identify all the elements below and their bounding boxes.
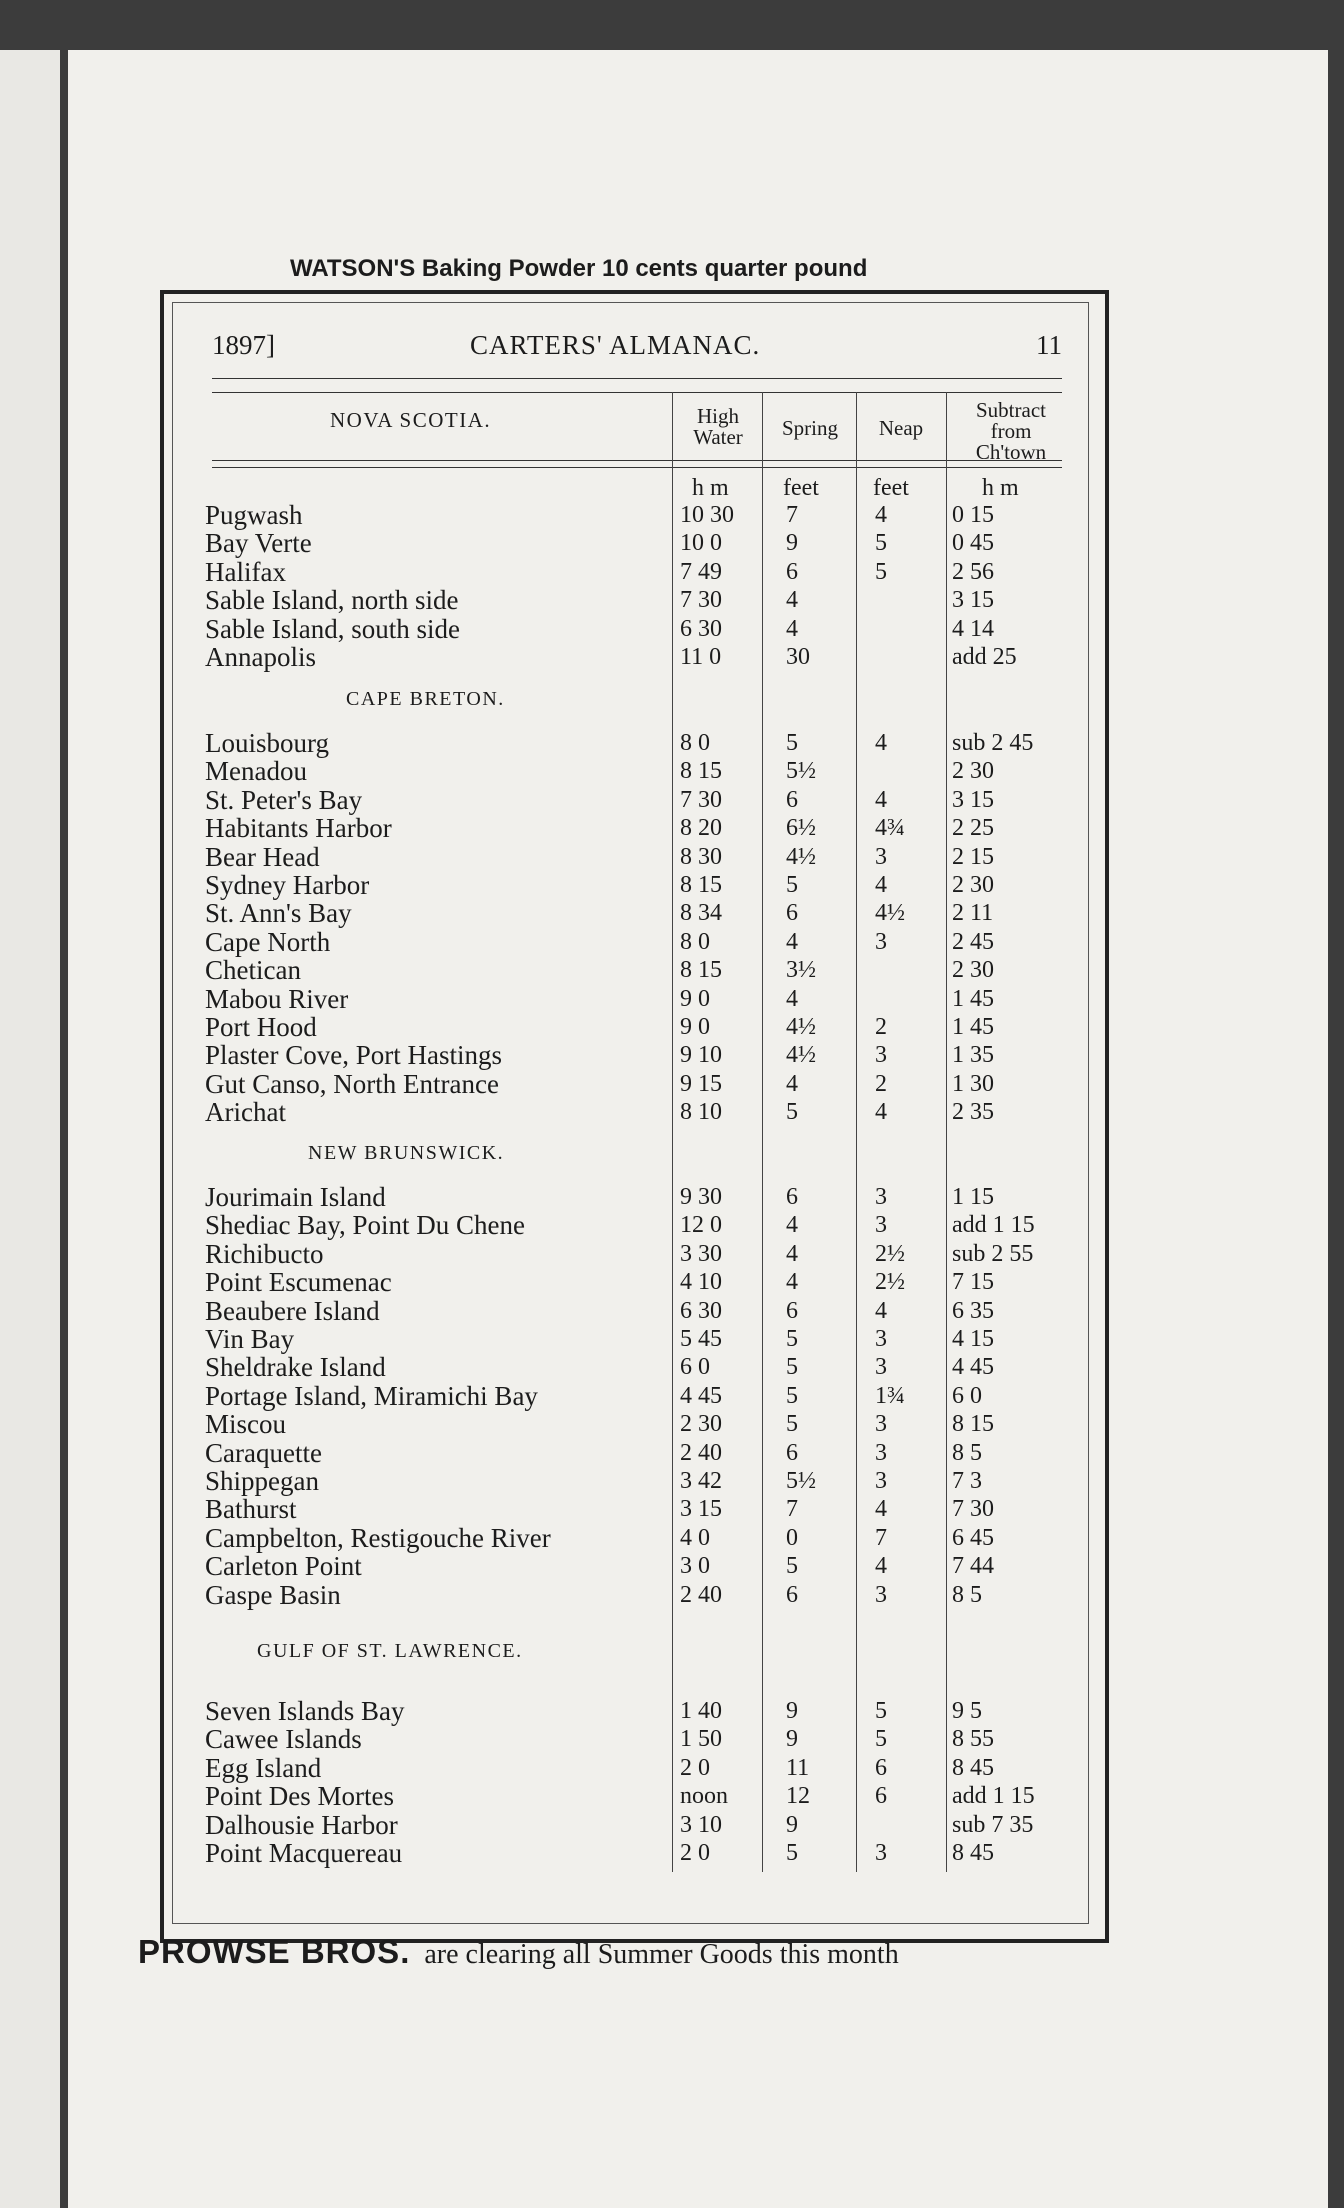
neap-rise: 5 (875, 1726, 887, 1753)
subtract-time: 3 15 (952, 786, 994, 813)
spring-rise: 4 (786, 615, 798, 642)
subtract-time: 2 45 (952, 928, 994, 955)
spring-rise: 5½ (786, 758, 816, 785)
subtract-time: 8 5 (952, 1439, 982, 1466)
high-water-time: 2 40 (680, 1439, 722, 1466)
spring-rise: 6½ (786, 815, 816, 842)
high-water-time: 7 30 (680, 786, 722, 813)
head-rule-thin (212, 392, 1062, 393)
high-water-time: 9 10 (680, 1042, 722, 1069)
subtract-time: 8 45 (952, 1754, 994, 1781)
subtract-time: 1 45 (952, 1014, 994, 1040)
neap-rise: 4 (875, 872, 887, 898)
place-name: Louisbourg (205, 728, 330, 758)
place-name: Jourimain Island (205, 1182, 386, 1212)
neap-rise: 4½ (875, 900, 905, 927)
neap-rise: 3 (875, 1581, 887, 1608)
spring-rise: 5 (786, 872, 798, 898)
region-heading: GULF OF ST. LAWRENCE. (257, 1640, 523, 1662)
subtract-time: 0 45 (952, 530, 994, 557)
high-water-time: 3 30 (680, 1240, 722, 1267)
neap-rise: 3 (875, 1042, 887, 1069)
neap-rise: 3 (875, 1326, 887, 1352)
high-water-time: 9 0 (680, 1014, 710, 1040)
subtract-time: sub 7 35 (952, 1811, 1034, 1838)
spring-rise: 3½ (786, 957, 816, 984)
neap-rise: 4 (875, 502, 887, 528)
place-name: Annapolis (205, 642, 316, 672)
subtract-time: 7 15 (952, 1269, 994, 1296)
place-name: Egg Island (205, 1752, 322, 1783)
place-name: Port Hood (205, 1012, 317, 1042)
high-water-time: 9 15 (680, 1070, 722, 1097)
place-name: Cape North (205, 926, 331, 957)
spring-rise: 6 (786, 786, 798, 813)
place-name: Point Macquereau (205, 1838, 403, 1868)
head-rule (212, 378, 1062, 379)
high-water-time: 6 30 (680, 1297, 722, 1324)
high-water-time: 8 34 (680, 900, 722, 927)
neap-rise: 3 (875, 928, 887, 955)
high-water-time: 8 10 (680, 1099, 722, 1126)
subtract-time: 2 56 (952, 558, 994, 585)
region-heading: NEW BRUNSWICK. (308, 1142, 505, 1164)
place-name: Vin Bay (205, 1324, 295, 1354)
spring-rise: 30 (786, 644, 810, 670)
high-water-time: 4 10 (680, 1269, 722, 1296)
spring-rise: 6 (786, 1439, 798, 1466)
spring-rise: 6 (786, 1297, 798, 1324)
subtract-time: 3 15 (952, 587, 994, 614)
place-name: Carleton Point (205, 1551, 362, 1582)
neap-rise: 5 (875, 530, 887, 557)
subtract-time: add 25 (952, 644, 1017, 670)
place-name: Menadou (205, 756, 307, 787)
subtract-time: 1 45 (952, 985, 994, 1012)
high-water-time: 8 20 (680, 815, 722, 842)
place-name: Gaspe Basin (205, 1579, 341, 1610)
neap-rise: 3 (875, 1212, 887, 1239)
subtract-time: 7 3 (952, 1468, 982, 1494)
subtract-time: 2 30 (952, 758, 994, 785)
place-name: Point Escumenac (205, 1267, 392, 1298)
neap-rise: 5 (875, 558, 887, 585)
spring-rise: 6 (786, 558, 798, 585)
subtract-time: sub 2 55 (952, 1240, 1034, 1267)
place-name: Chetican (205, 955, 301, 986)
subtract-time: 4 14 (952, 615, 994, 642)
region-heading: CAPE BRETON. (346, 688, 505, 710)
place-name: Gut Canso, North Entrance (205, 1068, 499, 1099)
place-name: Arichat (205, 1097, 286, 1128)
spring-rise: 5 (786, 1840, 798, 1866)
subtract-time: 2 35 (952, 1099, 994, 1126)
place-name: Point Des Mortes (205, 1781, 394, 1812)
subtract-time: 1 30 (952, 1070, 994, 1097)
spring-rise: 5 (786, 730, 798, 756)
high-water-time: 9 30 (680, 1184, 722, 1210)
high-water-time: 7 30 (680, 587, 722, 614)
subtract-time: 8 45 (952, 1840, 994, 1866)
place-name: Shediac Bay, Point Du Chene (205, 1210, 525, 1241)
spring-rise: 4 (786, 1212, 798, 1239)
spring-rise: 4½ (786, 1014, 816, 1040)
high-water-time: 8 15 (680, 957, 722, 984)
subtract-time: 8 5 (952, 1581, 982, 1608)
place-name: Caraquette (205, 1437, 322, 1468)
subtract-time: 2 15 (952, 843, 994, 870)
high-water-time: 2 0 (680, 1754, 710, 1781)
spring-rise: 7 (786, 1496, 798, 1523)
subtract-time: 0 15 (952, 502, 994, 528)
spring-rise: 4 (786, 1070, 798, 1097)
region-heading: NOVA SCOTIA. (330, 408, 492, 432)
neap-rise: 3 (875, 1439, 887, 1466)
page-number: 11 (1036, 330, 1062, 360)
high-water-time: 2 0 (680, 1840, 710, 1866)
subtract-time: 1 15 (952, 1184, 994, 1210)
neap-rise: 4 (875, 1553, 887, 1580)
neap-rise: 3 (875, 1354, 887, 1381)
high-water-time: 2 30 (680, 1411, 722, 1438)
unit-neap: feet (873, 475, 909, 501)
high-water-time: 8 0 (680, 730, 710, 756)
running-head-title: CARTERS' ALMANAC. (470, 330, 761, 360)
high-water-time: 3 42 (680, 1468, 722, 1494)
high-water-time: 3 10 (680, 1811, 722, 1838)
running-head-year: 1897] (212, 330, 275, 360)
spring-rise: 0 (786, 1524, 798, 1551)
subtract-time: add 1 15 (952, 1783, 1035, 1810)
place-name: St. Ann's Bay (205, 898, 352, 929)
place-name: Beaubere Island (205, 1295, 380, 1326)
neap-header: Neap (878, 416, 924, 440)
subtract-time: 4 45 (952, 1354, 994, 1381)
spring-rise: 4 (786, 985, 798, 1012)
spring-rise: 5½ (786, 1468, 816, 1494)
neap-rise: 6 (875, 1783, 887, 1810)
spring-rise: 5 (786, 1099, 798, 1126)
neap-rise: 4 (875, 730, 887, 756)
high-water-time: 8 0 (680, 928, 710, 955)
spring-rise: 6 (786, 1581, 798, 1608)
neap-rise: 4 (875, 1297, 887, 1324)
header-advertisement: WATSON'S Baking Powder 10 cents quarter pound (290, 255, 868, 282)
high-water-header: High Water (693, 404, 743, 449)
column-divider-subtract (946, 392, 947, 1872)
high-water-time: 6 0 (680, 1354, 710, 1381)
high-water-time: 8 30 (680, 843, 722, 870)
high-water-time: 8 15 (680, 758, 722, 785)
spring-rise: 6 (786, 1184, 798, 1210)
neap-rise: 3 (875, 1184, 887, 1210)
neap-rise: 4¾ (875, 815, 905, 842)
unit-high-water: h m (692, 475, 729, 501)
subtract-time: 6 0 (952, 1382, 982, 1409)
subtract-header: Subtract from Ch'town (975, 398, 1047, 464)
spring-rise: 5 (786, 1326, 798, 1352)
place-name: Sable Island, north side (205, 585, 459, 616)
place-name: Sable Island, south side (205, 613, 460, 644)
subtract-time: 4 15 (952, 1326, 994, 1352)
subtract-time: 6 45 (952, 1524, 994, 1551)
high-water-time: 9 0 (680, 985, 710, 1012)
neap-rise: 2½ (875, 1269, 905, 1296)
neap-rise: 6 (875, 1754, 887, 1781)
high-water-time: 10 0 (680, 530, 722, 557)
place-name: Dalhousie Harbor (205, 1809, 398, 1840)
place-name: Mabou River (205, 983, 349, 1014)
column-divider-neap (856, 392, 857, 1872)
footer-advertisement (138, 1933, 899, 1971)
place-name: Cawee Islands (205, 1724, 362, 1755)
spring-rise: 9 (786, 1811, 798, 1838)
column-divider-high-water (672, 392, 673, 1872)
facing-page-edge (0, 50, 60, 2208)
subtract-time: 8 55 (952, 1726, 994, 1753)
spring-rise: 6 (786, 900, 798, 927)
spring-rise: 4½ (786, 843, 816, 870)
place-name: Sydney Harbor (205, 870, 370, 900)
neap-rise: 7 (875, 1524, 887, 1551)
spring-rise: 9 (786, 1698, 798, 1724)
spring-rise: 4 (786, 1240, 798, 1267)
high-water-time: 6 30 (680, 615, 722, 642)
high-water-time: 8 15 (680, 872, 722, 898)
spring-rise: 4 (786, 1269, 798, 1296)
high-water-time: 7 49 (680, 558, 722, 585)
column-divider-spring (762, 392, 763, 1872)
neap-rise: 3 (875, 1840, 887, 1866)
spring-rise: 11 (786, 1754, 810, 1781)
neap-rise: 3 (875, 1411, 887, 1438)
subtract-time: 9 5 (952, 1698, 982, 1724)
spring-rise: 4½ (786, 1042, 816, 1069)
spring-rise: 7 (786, 502, 798, 528)
spring-rise: 5 (786, 1354, 798, 1381)
subtract-time: add 1 15 (952, 1212, 1035, 1239)
place-name: Seven Islands Bay (205, 1696, 405, 1726)
high-water-time: 1 50 (680, 1726, 722, 1753)
column-head-rule (212, 460, 1062, 461)
high-water-time: noon (680, 1783, 728, 1810)
neap-rise: 2 (875, 1070, 887, 1097)
neap-rise: 4 (875, 1496, 887, 1523)
spring-header: Spring (781, 416, 838, 440)
place-name: Miscou (205, 1409, 286, 1440)
high-water-time: 10 30 (680, 502, 734, 528)
place-name: Richibucto (205, 1238, 324, 1269)
subtract-time: 2 25 (952, 815, 994, 842)
spring-rise: 5 (786, 1411, 798, 1438)
place-name: Pugwash (205, 500, 303, 530)
subtract-time: 2 11 (952, 900, 994, 927)
high-water-time: 3 0 (680, 1553, 710, 1580)
place-name: Shippegan (205, 1466, 319, 1496)
footer-brand: PROWSE BROS. (138, 1933, 411, 1970)
neap-rise: 3 (875, 843, 887, 870)
neap-rise: 1¾ (875, 1382, 905, 1409)
place-name: Portage Island, Miramichi Bay (205, 1380, 538, 1411)
subtract-time: 7 44 (952, 1553, 994, 1580)
footer-text: are clearing all Summer Goods this month (424, 1939, 899, 1970)
spring-rise: 5 (786, 1382, 798, 1409)
subtract-time: 7 30 (952, 1496, 994, 1523)
subtract-time: sub 2 45 (952, 730, 1034, 756)
subtract-time: 2 30 (952, 872, 994, 898)
spring-rise: 4 (786, 587, 798, 614)
place-name: Bathurst (205, 1494, 297, 1525)
subtract-time: 6 35 (952, 1297, 994, 1324)
spring-rise: 4 (786, 928, 798, 955)
unit-subtract: h m (982, 475, 1019, 501)
column-head-rule-double (212, 467, 1062, 468)
high-water-time: 3 15 (680, 1496, 722, 1523)
neap-rise: 2 (875, 1014, 887, 1040)
neap-rise: 4 (875, 786, 887, 813)
subtract-time: 2 30 (952, 957, 994, 984)
high-water-time: 2 40 (680, 1581, 722, 1608)
high-water-time: 1 40 (680, 1698, 722, 1724)
place-name: Plaster Cove, Port Hastings (205, 1040, 502, 1071)
high-water-time: 4 0 (680, 1524, 710, 1551)
spring-rise: 9 (786, 1726, 798, 1753)
place-name: Halifax (205, 556, 286, 587)
place-name: Sheldrake Island (205, 1352, 386, 1383)
place-name: St. Peter's Bay (205, 784, 363, 815)
neap-rise: 4 (875, 1099, 887, 1126)
high-water-time: 12 0 (680, 1212, 722, 1239)
place-name: Bay Verte (205, 528, 312, 559)
spring-rise: 12 (786, 1783, 810, 1810)
high-water-time: 5 45 (680, 1326, 722, 1352)
neap-rise: 3 (875, 1468, 887, 1494)
subtract-time: 1 35 (952, 1042, 994, 1069)
place-name: Bear Head (205, 841, 320, 872)
spring-rise: 9 (786, 530, 798, 557)
spring-rise: 5 (786, 1553, 798, 1580)
unit-spring: feet (783, 475, 819, 501)
place-name: Campbelton, Restigouche River (205, 1522, 551, 1553)
subtract-time: 8 15 (952, 1411, 994, 1438)
high-water-time: 4 45 (680, 1382, 722, 1409)
high-water-time: 11 0 (680, 644, 722, 670)
neap-rise: 5 (875, 1698, 887, 1724)
neap-rise: 2½ (875, 1240, 905, 1267)
place-name: Habitants Harbor (205, 813, 392, 844)
